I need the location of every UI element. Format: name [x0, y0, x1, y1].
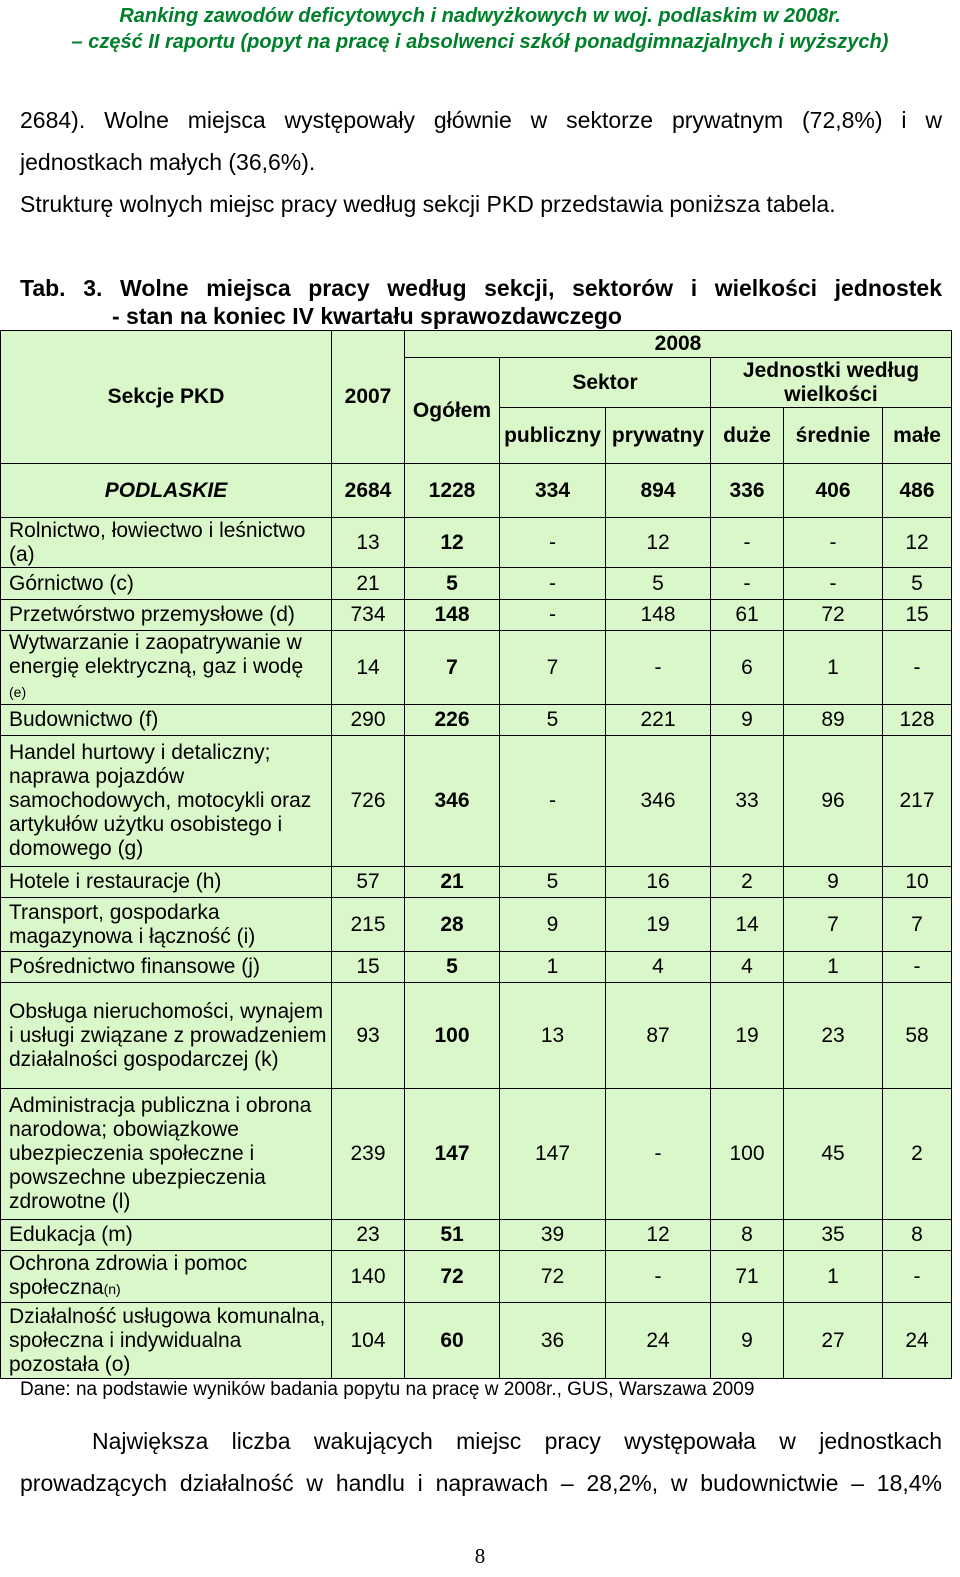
- cell-pryw: 4: [606, 952, 711, 983]
- row-section-name: [1, 1303, 332, 1379]
- cell-pryw: 346: [606, 736, 711, 867]
- cell-v2007: 57: [332, 867, 405, 898]
- table-caption-line-2: - stan na koniec IV kwartału sprawozdawczego: [112, 303, 622, 329]
- row-section-label: Wytwarzanie i zaopatrywanie w energię elektryczną, gaz i wodę: [9, 631, 304, 678]
- row-section-label: Górnictwo (c): [9, 571, 134, 595]
- table-row: [1, 1220, 952, 1251]
- row-section-name: [1, 631, 332, 705]
- cell-duze: 9: [711, 1303, 784, 1379]
- cell-v2007: 239: [332, 1089, 405, 1220]
- header-male: małe: [883, 408, 952, 464]
- cell-duze: -: [711, 568, 784, 600]
- cell-srednie: 96: [784, 736, 883, 867]
- header-ogolem: Ogółem: [405, 358, 500, 464]
- cell-ogolem: 7: [405, 631, 500, 705]
- row-section-label: Administracja publiczna i obrona narodowa; obowiązkowe ubezpieczenia społeczne i powszechne ubezpieczenia zdrowotne (l): [9, 1094, 312, 1213]
- row-section-label: Ochrona zdrowia i pomoc społeczna: [9, 1252, 248, 1299]
- table-row: [1, 1303, 952, 1379]
- cell-srednie: 35: [784, 1220, 883, 1251]
- row-section-name: [1, 1089, 332, 1220]
- cell-duze: 71: [711, 1251, 784, 1303]
- cell-ogolem: 5: [405, 952, 500, 983]
- cell-v2007: 15: [332, 952, 405, 983]
- total-2007: 2684: [332, 464, 405, 518]
- cell-ogolem: 28: [405, 898, 500, 952]
- cell-srednie: 1: [784, 1251, 883, 1303]
- header-srednie: średnie: [784, 408, 883, 464]
- cell-srednie: 7: [784, 898, 883, 952]
- cell-publ: 9: [500, 898, 606, 952]
- row-section-label: Rolnictwo, łowiectwo i leśnictwo (a): [9, 518, 306, 566]
- cell-publ: 39: [500, 1220, 606, 1251]
- cell-duze: 33: [711, 736, 784, 867]
- cell-ogolem: 51: [405, 1220, 500, 1251]
- table-row-total: [1, 464, 952, 518]
- cell-publ: -: [500, 600, 606, 631]
- row-section-label: Działalność usługowa komunalna, społeczna i indywidualna pozostała (o): [9, 1304, 326, 1376]
- row-section-label: Handel hurtowy i detaliczny; naprawa pojazdów samochodowych, motocykli oraz artykułów użytku osobistego i domowego (g): [9, 741, 312, 860]
- cell-v2007: 726: [332, 736, 405, 867]
- header-sektor: Sektor: [500, 358, 711, 408]
- cell-ogolem: 226: [405, 705, 500, 736]
- cell-srednie: 1: [784, 952, 883, 983]
- row-section-label: Budownictwo (f): [9, 708, 159, 731]
- row-section-name: [1, 518, 332, 568]
- cell-srednie: 45: [784, 1089, 883, 1220]
- cell-srednie: 1: [784, 631, 883, 705]
- intro-line-3: Strukturę wolnych miejsc pracy według sekcji PKD przedstawia poniższa tabela.: [20, 191, 836, 217]
- cell-srednie: 89: [784, 705, 883, 736]
- table-row: [1, 518, 952, 568]
- cell-duze: 14: [711, 898, 784, 952]
- cell-male: -: [883, 1251, 952, 1303]
- cell-male: 128: [883, 705, 952, 736]
- table-row: [1, 631, 952, 705]
- header-2008: 2008: [405, 331, 952, 358]
- cell-pryw: 5: [606, 568, 711, 600]
- cell-duze: 4: [711, 952, 784, 983]
- cell-male: 10: [883, 867, 952, 898]
- cell-v2007: 140: [332, 1251, 405, 1303]
- cell-pryw: 148: [606, 600, 711, 631]
- total-name: PODLASKIE: [1, 464, 332, 518]
- cell-male: 5: [883, 568, 952, 600]
- cell-pryw: -: [606, 1089, 711, 1220]
- cell-ogolem: 60: [405, 1303, 500, 1379]
- cell-male: 8: [883, 1220, 952, 1251]
- cell-v2007: 21: [332, 568, 405, 600]
- cell-ogolem: 147: [405, 1089, 500, 1220]
- cell-male: 12: [883, 518, 952, 568]
- total-duze: 336: [711, 464, 784, 518]
- row-section-label: Przetwórstwo przemysłowe (d): [9, 603, 295, 626]
- running-header-line-1: Ranking zawodów deficytowych i nadwyżkowych w woj. podlaskim w 2008r.: [119, 5, 841, 27]
- table-caption-line-1: Tab. 3. Wolne miejsca pracy według sekcji, sektorów i wielkości jednostek: [20, 275, 942, 301]
- cell-male: 217: [883, 736, 952, 867]
- row-section-name: [1, 1251, 332, 1303]
- cell-ogolem: 148: [405, 600, 500, 631]
- cell-pryw: -: [606, 1251, 711, 1303]
- cell-ogolem: 5: [405, 568, 500, 600]
- cell-duze: 61: [711, 600, 784, 631]
- cell-v2007: 215: [332, 898, 405, 952]
- cell-publ: 72: [500, 1251, 606, 1303]
- closing-line-1: Największa liczba wakujących miejsc pracy występowała w jednostkach: [92, 1428, 942, 1454]
- cell-male: 58: [883, 983, 952, 1089]
- cell-pryw: -: [606, 631, 711, 705]
- cell-srednie: -: [784, 568, 883, 600]
- cell-publ: -: [500, 518, 606, 568]
- running-header-line-2: – część II raportu (popyt na pracę i absolwenci szkół ponadgimnazjalnych i wyższych): [71, 31, 889, 53]
- row-section-name: [1, 568, 332, 600]
- header-sekcje-pkd: Sekcje PKD: [1, 331, 332, 464]
- cell-duze: 19: [711, 983, 784, 1089]
- cell-v2007: 734: [332, 600, 405, 631]
- cell-pryw: 19: [606, 898, 711, 952]
- row-section-label: Pośrednictwo finansowe (j): [9, 955, 260, 978]
- row-section-name: [1, 867, 332, 898]
- cell-male: 15: [883, 600, 952, 631]
- cell-v2007: 13: [332, 518, 405, 568]
- header-2007: 2007: [332, 331, 405, 464]
- cell-ogolem: 100: [405, 983, 500, 1089]
- cell-srednie: 23: [784, 983, 883, 1089]
- cell-duze: 9: [711, 705, 784, 736]
- cell-v2007: 290: [332, 705, 405, 736]
- table-row: [1, 867, 952, 898]
- cell-srednie: 27: [784, 1303, 883, 1379]
- row-section-name: [1, 983, 332, 1089]
- cell-pryw: 16: [606, 867, 711, 898]
- row-section-name: [1, 952, 332, 983]
- cell-male: 2: [883, 1089, 952, 1220]
- cell-publ: 5: [500, 705, 606, 736]
- cell-duze: 2: [711, 867, 784, 898]
- table-row: [1, 1089, 952, 1220]
- header-prywatny: prywatny: [606, 408, 711, 464]
- cell-publ: 1: [500, 952, 606, 983]
- cell-duze: -: [711, 518, 784, 568]
- cell-v2007: 104: [332, 1303, 405, 1379]
- cell-pryw: 221: [606, 705, 711, 736]
- cell-srednie: 9: [784, 867, 883, 898]
- cell-pryw: 24: [606, 1303, 711, 1379]
- table-row: [1, 952, 952, 983]
- header-publiczny: publiczny: [500, 408, 606, 464]
- table-row: [1, 705, 952, 736]
- row-section-label: Transport, gospodarka magazynowa i łączność (i): [9, 900, 256, 948]
- cell-pryw: 12: [606, 518, 711, 568]
- cell-ogolem: 12: [405, 518, 500, 568]
- row-section-label: Obsługa nieruchomości, wynajem i usługi związane z prowadzeniem działalności gospodarczej (k): [9, 999, 327, 1071]
- intro-line-2: jednostkach małych (36,6%).: [20, 149, 316, 175]
- cell-male: 24: [883, 1303, 952, 1379]
- cell-male: -: [883, 631, 952, 705]
- row-section-label: Hotele i restauracje (h): [9, 870, 222, 893]
- total-male: 486: [883, 464, 952, 518]
- table-row: [1, 600, 952, 631]
- row-section-name: [1, 898, 332, 952]
- vacancies-table: [0, 330, 952, 1379]
- cell-publ: 13: [500, 983, 606, 1089]
- cell-male: 7: [883, 898, 952, 952]
- row-section-name: [1, 600, 332, 631]
- table-row: [1, 898, 952, 952]
- header-duze: duże: [711, 408, 784, 464]
- intro-line-1: 2684). Wolne miejsca występowały głównie w sektorze prywatnym (72,8%) i w: [20, 107, 942, 133]
- cell-pryw: 12: [606, 1220, 711, 1251]
- cell-duze: 8: [711, 1220, 784, 1251]
- cell-ogolem: 21: [405, 867, 500, 898]
- cell-publ: 5: [500, 867, 606, 898]
- cell-duze: 6: [711, 631, 784, 705]
- table-row: [1, 736, 952, 867]
- row-section-label: Edukacja (m): [9, 1223, 133, 1246]
- closing-line-2: prowadzących działalność w handlu i naprawach – 28,2%, w budownictwie – 18,4%: [20, 1470, 942, 1496]
- row-section-name: [1, 1220, 332, 1251]
- header-jednostki: Jednostki według wielkości: [711, 358, 952, 408]
- total-srednie: 406: [784, 464, 883, 518]
- cell-v2007: 14: [332, 631, 405, 705]
- table-row: [1, 568, 952, 600]
- row-section-code: (e): [9, 684, 27, 700]
- cell-pryw: 87: [606, 983, 711, 1089]
- cell-v2007: 23: [332, 1220, 405, 1251]
- cell-ogolem: 346: [405, 736, 500, 867]
- cell-publ: 7: [500, 631, 606, 705]
- table-source-note: Dane: na podstawie wyników badania popytu na pracę w 2008r., GUS, Warszawa 2009: [20, 1379, 755, 1400]
- cell-publ: -: [500, 568, 606, 600]
- cell-duze: 100: [711, 1089, 784, 1220]
- cell-srednie: 72: [784, 600, 883, 631]
- row-section-name: [1, 705, 332, 736]
- total-prywatny: 894: [606, 464, 711, 518]
- row-section-name: [1, 736, 332, 867]
- total-ogolem: 1228: [405, 464, 500, 518]
- cell-srednie: -: [784, 518, 883, 568]
- table-row: [1, 983, 952, 1089]
- cell-male: -: [883, 952, 952, 983]
- page-number: 8: [474, 1544, 486, 1568]
- cell-v2007: 93: [332, 983, 405, 1089]
- cell-publ: 36: [500, 1303, 606, 1379]
- cell-publ: 147: [500, 1089, 606, 1220]
- table-row: [1, 1251, 952, 1303]
- total-publiczny: 334: [500, 464, 606, 518]
- cell-ogolem: 72: [405, 1251, 500, 1303]
- row-section-code: (n): [103, 1281, 121, 1297]
- cell-publ: -: [500, 736, 606, 867]
